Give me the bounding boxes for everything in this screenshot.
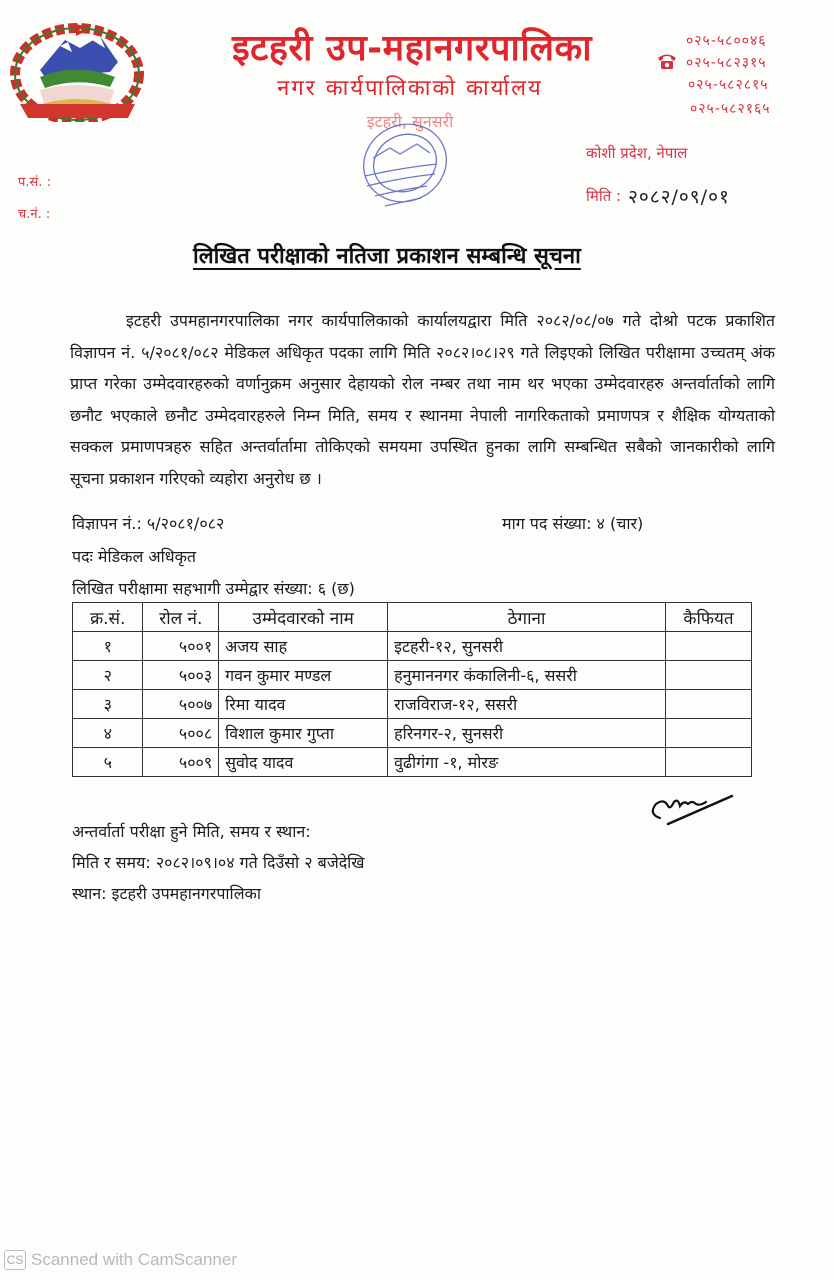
- candidate-count: लिखित परीक्षामा सहभागी उम्मेद्वार संख्या: ६ (छ): [72, 579, 355, 598]
- cell-name: अजय साह: [219, 632, 388, 661]
- dispatch-number-label: च.नं. :: [18, 207, 51, 222]
- cell-name: रिमा यादव: [219, 690, 388, 719]
- camscanner-logo-icon: CS: [4, 1250, 26, 1270]
- cell-serial: ३: [73, 690, 143, 719]
- office-stamp-icon: [345, 118, 465, 218]
- nepal-emblem-icon: [10, 22, 145, 122]
- results-table: [72, 602, 752, 777]
- cell-roll: ५००९: [143, 748, 219, 777]
- header-name: उम्मेदवारको नाम: [219, 603, 388, 632]
- cell-remarks: [665, 719, 751, 748]
- phone-number: ०२५-५८००४६: [686, 33, 767, 49]
- cell-name: गवन कुमार मण्डल: [219, 661, 388, 690]
- header-remarks: कैफियत: [665, 603, 751, 632]
- cell-roll: ५००७: [143, 690, 219, 719]
- cell-roll: ५००१: [143, 632, 219, 661]
- advertisement-number: विज्ञापन नं.: ५/२०८१/०८२: [72, 514, 225, 533]
- cell-address: हरिनगर-२, सुनसरी: [388, 719, 666, 748]
- phone-number: ०२५-५८२३१५: [686, 55, 767, 71]
- interview-venue: स्थान: इटहरी उपमहानगरपालिका: [72, 884, 261, 903]
- cell-remarks: [665, 748, 751, 777]
- cell-address: हनुमाननगर कंकालिनी-६, ससरी: [388, 661, 666, 690]
- table-row: [73, 690, 752, 719]
- office-name: नगर कार्यपालिकाको कार्यालय: [277, 76, 543, 101]
- cell-remarks: [665, 632, 751, 661]
- date-value: २०८२/०९/०१: [628, 186, 730, 208]
- post-name: पदः मेडिकल अधिकृत: [72, 547, 197, 566]
- table-row: [73, 719, 752, 748]
- cell-roll: ५००८: [143, 719, 219, 748]
- table-row: [73, 632, 752, 661]
- header-roll: रोल नं.: [143, 603, 219, 632]
- interview-heading: अन्तर्वार्ता परीक्षा हुने मिति, समय र स्थान:: [72, 822, 311, 841]
- phone-icon: [657, 52, 677, 70]
- notice-body: इटहरी उपमहानगरपालिका नगर कार्यपालिकाको कार्यालयद्वारा मिति २०८२/०८/०७ गते दोश्रो पटक प्रकाशित विज्ञापन नं. ५/२०८१/०८२ मेडिकल अधिकृत पदका लागि मिति २०८२।०८।२९ गते लिइएको लिखित परीक्षामा उच्चतम् अंक प्राप्त गरेका उम्मेदवारहरुको वर्णानुक्रम अनुसार देहायको रोल नम्बर तथा नाम थर भएका उम्मेदवारहरु अन्तर्वार्ताको लागि छनौट भएकाले छनौट उम्मेदवारहरुले निम्न मिति, समय र स्थानमा नेपाली नागरिकताको प्रमाणपत्र र शैक्षिक योग्यताको सक्कल प्रमाणपत्रहरु सहित अन्तर्वार्तामा तोकिएको समयमा उपस्थित हुनका लागि सम्बन्धित सबैको जानकारीको लागि सूचना प्रकाशन गरिएको व्यहोरा अनुरोध छ ।: [70, 311, 775, 488]
- province-label: कोशी प्रदेश, नेपाल: [586, 144, 688, 162]
- notice-title: लिखित परीक्षाको नतिजा प्रकाशन सम्बन्धि सूचना: [193, 244, 581, 269]
- table-row: [73, 748, 752, 777]
- office-location: इटहरी, सुनसरी: [366, 112, 454, 131]
- cell-address: वुढीगंगा -१, मोरङ: [388, 748, 666, 777]
- cell-serial: ४: [73, 719, 143, 748]
- date-label: मिति :: [586, 187, 622, 205]
- interview-datetime: मिति र समय: २०८२।०९।०४ गते दिउँसो २ बजेदेखि: [72, 853, 365, 872]
- cell-name: सुवोद यादव: [219, 748, 388, 777]
- signature-icon: [640, 788, 735, 828]
- cell-address: राजविराज-१२, ससरी: [388, 690, 666, 719]
- reference-number-label: प.सं. :: [18, 175, 51, 190]
- table-row: [73, 661, 752, 690]
- cell-address: इटहरी-१२, सुनसरी: [388, 632, 666, 661]
- camscanner-watermark: [4, 1250, 237, 1270]
- cell-remarks: [665, 661, 751, 690]
- header-serial: क्र.सं.: [73, 603, 143, 632]
- organization-title: इटहरी उप-महानगरपालिका: [231, 28, 593, 69]
- table-header-row: [73, 603, 752, 632]
- cell-serial: ५: [73, 748, 143, 777]
- demand-post-count: माग पद संख्या: ४ (चार): [502, 514, 644, 533]
- cell-serial: २: [73, 661, 143, 690]
- phone-number: ०२५-५८२८१५: [688, 77, 769, 93]
- cell-remarks: [665, 690, 751, 719]
- cell-serial: १: [73, 632, 143, 661]
- phone-number: ०२५-५८२१६५: [690, 101, 771, 117]
- camscanner-text: Scanned with CamScanner: [31, 1250, 238, 1269]
- cell-name: विशाल कुमार गुप्ता: [219, 719, 388, 748]
- cell-roll: ५००३: [143, 661, 219, 690]
- header-address: ठेगाना: [388, 603, 666, 632]
